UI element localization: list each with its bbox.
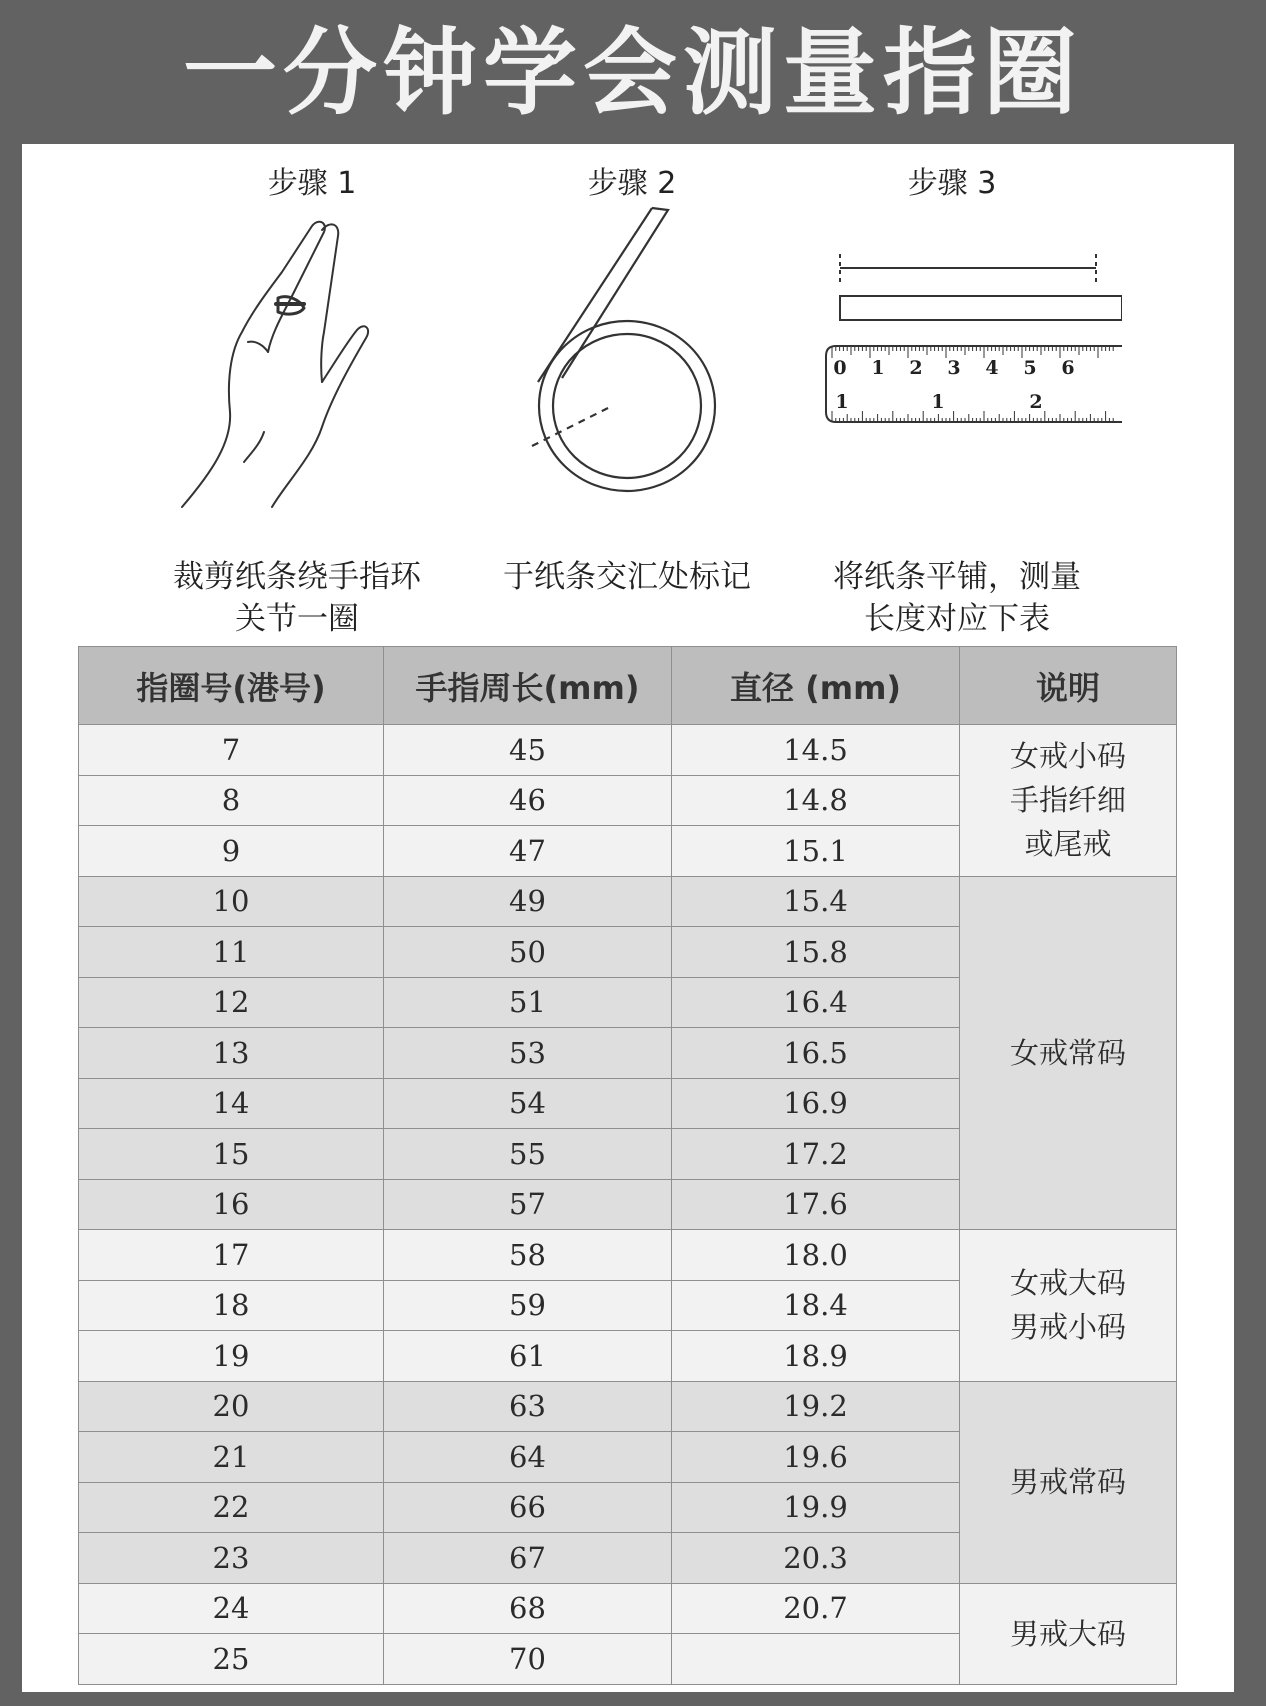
hand-wrapping-finger-illustration <box>172 212 422 512</box>
cell-circumference: 70 <box>384 1634 672 1685</box>
cell-ring-size: 10 <box>79 876 384 927</box>
cell-diameter: 16.5 <box>672 1028 960 1079</box>
cell-circumference: 54 <box>384 1078 672 1129</box>
cell-diameter: 20.7 <box>672 1583 960 1634</box>
cell-diameter: 19.6 <box>672 1432 960 1483</box>
cell-circumference: 57 <box>384 1179 672 1230</box>
cell-diameter: 14.8 <box>672 775 960 826</box>
cell-circumference: 68 <box>384 1583 672 1634</box>
step-1-caption: 裁剪纸条绕手指环 关节一圈 <box>173 559 421 637</box>
cell-circumference: 53 <box>384 1028 672 1079</box>
cell-diameter: 19.2 <box>672 1381 960 1432</box>
cell-ring-size: 13 <box>79 1028 384 1079</box>
cell-ring-size: 17 <box>79 1230 384 1281</box>
table-row <box>79 876 1177 927</box>
cell-diameter: 18.0 <box>672 1230 960 1281</box>
cell-ring-size: 16 <box>79 1179 384 1230</box>
cell-diameter: 18.4 <box>672 1280 960 1331</box>
table-header-row <box>79 647 1177 725</box>
ruler-inch-c: 2 <box>1029 391 1043 413</box>
header-description: 说明 <box>960 647 1177 725</box>
ruler-cm-1: 1 <box>871 357 885 379</box>
cell-ring-size: 25 <box>79 1634 384 1685</box>
ruler-cm-5: 5 <box>1023 357 1037 379</box>
ruler-inch-b: 1 <box>931 391 945 413</box>
table-row <box>79 1230 1177 1281</box>
cell-ring-size: 9 <box>79 826 384 877</box>
cell-diameter: 16.4 <box>672 977 960 1028</box>
cell-ring-size: 8 <box>79 775 384 826</box>
ruler-measure-illustration <box>812 234 1122 464</box>
cell-circumference: 45 <box>384 725 672 776</box>
cell-diameter: 17.2 <box>672 1129 960 1180</box>
cell-diameter <box>672 1634 960 1685</box>
cell-ring-size: 7 <box>79 725 384 776</box>
paper-strip-wrap-illustration <box>492 206 752 506</box>
cell-circumference: 47 <box>384 826 672 877</box>
cell-ring-size: 20 <box>79 1381 384 1432</box>
cell-size-description: 女戒大码 男戒小码 <box>960 1230 1177 1382</box>
header-circumference: 手指周长(mm) <box>384 647 672 725</box>
ruler-cm-6: 6 <box>1061 357 1075 379</box>
cell-circumference: 58 <box>384 1230 672 1281</box>
cell-ring-size: 23 <box>79 1533 384 1584</box>
ruler-cm-0: 0 <box>833 357 847 379</box>
cell-circumference: 66 <box>384 1482 672 1533</box>
ruler-inch-a: 1 <box>835 391 849 413</box>
ring-size-table <box>78 646 1177 1685</box>
cell-circumference: 67 <box>384 1533 672 1584</box>
cell-ring-size: 11 <box>79 927 384 978</box>
cell-size-description: 女戒常码 <box>960 876 1177 1230</box>
cell-ring-size: 15 <box>79 1129 384 1180</box>
cell-diameter: 18.9 <box>672 1331 960 1382</box>
cell-size-description: 女戒小码 手指纤细 或尾戒 <box>960 725 1177 877</box>
table-body <box>79 725 1177 1685</box>
instruction-card <box>22 144 1234 1692</box>
cell-diameter: 15.4 <box>672 876 960 927</box>
step-2-label: 步骤 2 <box>587 166 677 201</box>
cell-diameter: 20.3 <box>672 1533 960 1584</box>
ruler-cm-3: 3 <box>947 357 961 379</box>
cell-diameter: 15.1 <box>672 826 960 877</box>
cell-ring-size: 24 <box>79 1583 384 1634</box>
header-diameter: 直径 (mm) <box>672 647 960 725</box>
cell-diameter: 17.6 <box>672 1179 960 1230</box>
cell-circumference: 59 <box>384 1280 672 1331</box>
table-row <box>79 1381 1177 1432</box>
cell-circumference: 64 <box>384 1432 672 1483</box>
ruler-cm-4: 4 <box>985 357 999 379</box>
table-row <box>79 1583 1177 1634</box>
step-3-caption: 将纸条平铺，测量 长度对应下表 <box>833 559 1081 637</box>
cell-ring-size: 14 <box>79 1078 384 1129</box>
step-1-label: 步骤 1 <box>267 166 357 201</box>
cell-circumference: 46 <box>384 775 672 826</box>
cell-diameter: 19.9 <box>672 1482 960 1533</box>
cell-ring-size: 21 <box>79 1432 384 1483</box>
cell-size-description: 男戒常码 <box>960 1381 1177 1583</box>
cell-circumference: 49 <box>384 876 672 927</box>
ruler-cm-2: 2 <box>909 357 923 379</box>
cell-size-description: 男戒大码 <box>960 1583 1177 1684</box>
cell-circumference: 63 <box>384 1381 672 1432</box>
table-row <box>79 725 1177 776</box>
step-2-caption: 于纸条交汇处标记 <box>503 559 751 595</box>
cell-circumference: 55 <box>384 1129 672 1180</box>
cell-circumference: 50 <box>384 927 672 978</box>
cell-ring-size: 19 <box>79 1331 384 1382</box>
cell-diameter: 16.9 <box>672 1078 960 1129</box>
cell-circumference: 51 <box>384 977 672 1028</box>
cell-diameter: 15.8 <box>672 927 960 978</box>
cell-ring-size: 22 <box>79 1482 384 1533</box>
header-ring-size: 指圈号(港号) <box>79 647 384 725</box>
page-title: 一分钟学会测量指圈 <box>182 19 1083 128</box>
cell-ring-size: 18 <box>79 1280 384 1331</box>
cell-circumference: 61 <box>384 1331 672 1382</box>
cell-diameter: 14.5 <box>672 725 960 776</box>
cell-ring-size: 12 <box>79 977 384 1028</box>
step-3-label: 步骤 3 <box>907 166 997 201</box>
